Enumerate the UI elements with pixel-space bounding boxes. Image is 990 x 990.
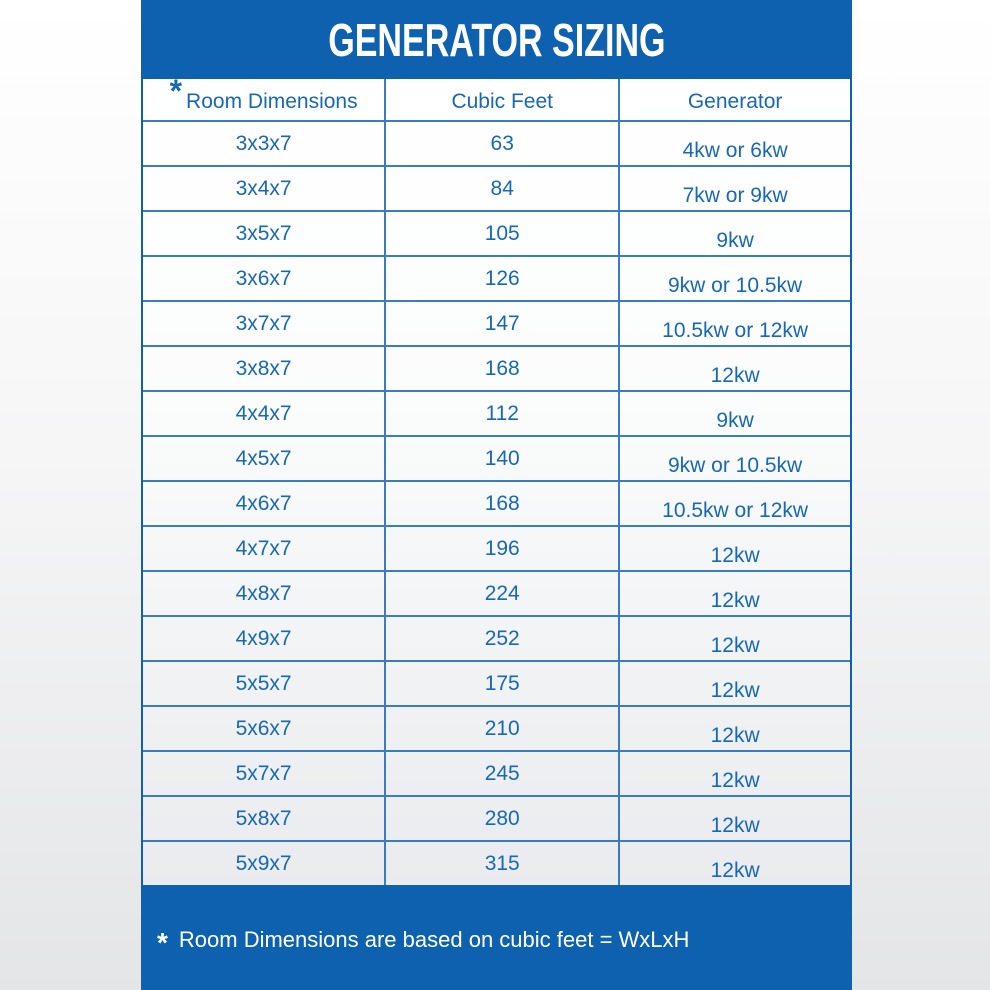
room-dimensions-cell: 3x8x7	[143, 347, 386, 392]
cubic-feet-cell: 315	[386, 842, 620, 885]
room-dimensions-cell: 4x4x7	[143, 392, 386, 437]
footnote-asterisk-marker: *	[157, 926, 168, 958]
room-dimensions-cell: 3x6x7	[143, 257, 386, 302]
room-dimensions-cell: 4x8x7	[143, 572, 386, 617]
room-dimensions-cell: 3x7x7	[143, 302, 386, 347]
cubic-feet-cell: 126	[386, 257, 620, 302]
table-row	[143, 257, 850, 302]
cubic-feet-cell: 252	[386, 617, 620, 662]
cubic-feet-cell: 147	[386, 302, 620, 347]
sizing-table	[143, 79, 850, 885]
room-dimensions-cell: 4x5x7	[143, 437, 386, 482]
generator-cell-value: 10.5kw or 12kw	[662, 498, 809, 522]
generator-cell-value: 9kw or 10.5kw	[667, 453, 803, 477]
generator-cell	[620, 212, 850, 257]
cubic-feet-cell: 196	[386, 527, 620, 572]
cubic-feet-cell: 84	[386, 167, 620, 212]
generator-cell	[620, 752, 850, 797]
generator-cell-value: 10.5kw or 12kw	[662, 318, 809, 342]
generator-cell-value: 4kw or 6kw	[682, 138, 788, 162]
generator-cell	[620, 797, 850, 842]
table-row	[143, 437, 850, 482]
cubic-feet-cell: 280	[386, 797, 620, 842]
cubic-feet-cell: 168	[386, 482, 620, 527]
generator-cell-value: 12kw	[710, 813, 760, 837]
generator-cell-value: 12kw	[710, 363, 760, 387]
table-row	[143, 482, 850, 527]
column-header-label: Room Dimensions	[186, 89, 358, 113]
table-row	[143, 212, 850, 257]
table-row	[143, 572, 850, 617]
cubic-feet-cell: 175	[386, 662, 620, 707]
footnote	[157, 922, 690, 958]
table-row	[143, 302, 850, 347]
cubic-feet-cell: 210	[386, 707, 620, 752]
room-dimensions-cell: 5x9x7	[143, 842, 386, 885]
cubic-feet-cell: 224	[386, 572, 620, 617]
room-dimensions-cell: 5x8x7	[143, 797, 386, 842]
cubic-feet-cell: 245	[386, 752, 620, 797]
asterisk-marker: *	[169, 79, 183, 109]
room-dimensions-cell: 4x7x7	[143, 527, 386, 572]
table-row	[143, 167, 850, 212]
room-dimensions-cell: 4x9x7	[143, 617, 386, 662]
table-row	[143, 122, 850, 167]
column-header-generator	[620, 79, 850, 122]
room-dimensions-cell: 3x3x7	[143, 122, 386, 167]
cubic-feet-cell: 140	[386, 437, 620, 482]
column-header-label: Generator	[687, 89, 783, 113]
column-header-cubic-feet	[386, 79, 620, 122]
generator-cell	[620, 482, 850, 527]
room-dimensions-cell: 3x5x7	[143, 212, 386, 257]
generator-cell	[620, 257, 850, 302]
generator-cell-value: 12kw	[710, 723, 760, 747]
generator-cell	[620, 527, 850, 572]
cubic-feet-cell: 63	[386, 122, 620, 167]
table-row	[143, 347, 850, 392]
generator-cell	[620, 572, 850, 617]
table-header-row	[143, 79, 850, 122]
cubic-feet-cell: 168	[386, 347, 620, 392]
table-row	[143, 842, 850, 885]
generator-cell-value: 12kw	[710, 633, 760, 657]
table-row	[143, 752, 850, 797]
generator-cell-value: 9kw or 10.5kw	[667, 273, 803, 297]
generator-cell-value: 9kw	[716, 408, 754, 432]
generator-cell	[620, 122, 850, 167]
table-row	[143, 797, 850, 842]
generator-cell	[620, 617, 850, 662]
generator-cell	[620, 437, 850, 482]
table-row	[143, 392, 850, 437]
column-header-room-dimensions	[143, 79, 386, 122]
generator-cell	[620, 707, 850, 752]
generator-cell-value: 12kw	[710, 858, 760, 882]
room-dimensions-cell: 4x6x7	[143, 482, 386, 527]
generator-cell	[620, 347, 850, 392]
room-dimensions-cell: 3x4x7	[143, 167, 386, 212]
cubic-feet-cell: 105	[386, 212, 620, 257]
generator-cell-value: 12kw	[710, 678, 760, 702]
generator-cell	[620, 392, 850, 437]
table-row	[143, 527, 850, 572]
generator-cell-value: 9kw	[716, 228, 754, 252]
generator-cell-value: 12kw	[710, 588, 760, 612]
table-row	[143, 662, 850, 707]
table-container	[141, 79, 852, 885]
generator-sizing-panel	[141, 0, 852, 990]
room-dimensions-cell: 5x6x7	[143, 707, 386, 752]
cubic-feet-cell: 112	[386, 392, 620, 437]
footer-band	[141, 885, 852, 990]
generator-cell	[620, 167, 850, 212]
page-title: GENERATOR SIZING	[327, 13, 666, 66]
table-row	[143, 707, 850, 752]
generator-cell	[620, 662, 850, 707]
generator-cell-value: 12kw	[710, 768, 760, 792]
footnote-text: Room Dimensions are based on cubic feet = WxLxH	[178, 926, 690, 952]
room-dimensions-cell: 5x5x7	[143, 662, 386, 707]
room-dimensions-cell: 5x7x7	[143, 752, 386, 797]
generator-cell	[620, 842, 850, 885]
column-header-label: Cubic Feet	[451, 89, 553, 113]
generator-cell-value: 7kw or 9kw	[682, 183, 788, 207]
generator-cell-value: 12kw	[710, 543, 760, 567]
title-banner	[141, 0, 852, 79]
table-row	[143, 617, 850, 662]
generator-cell	[620, 302, 850, 347]
